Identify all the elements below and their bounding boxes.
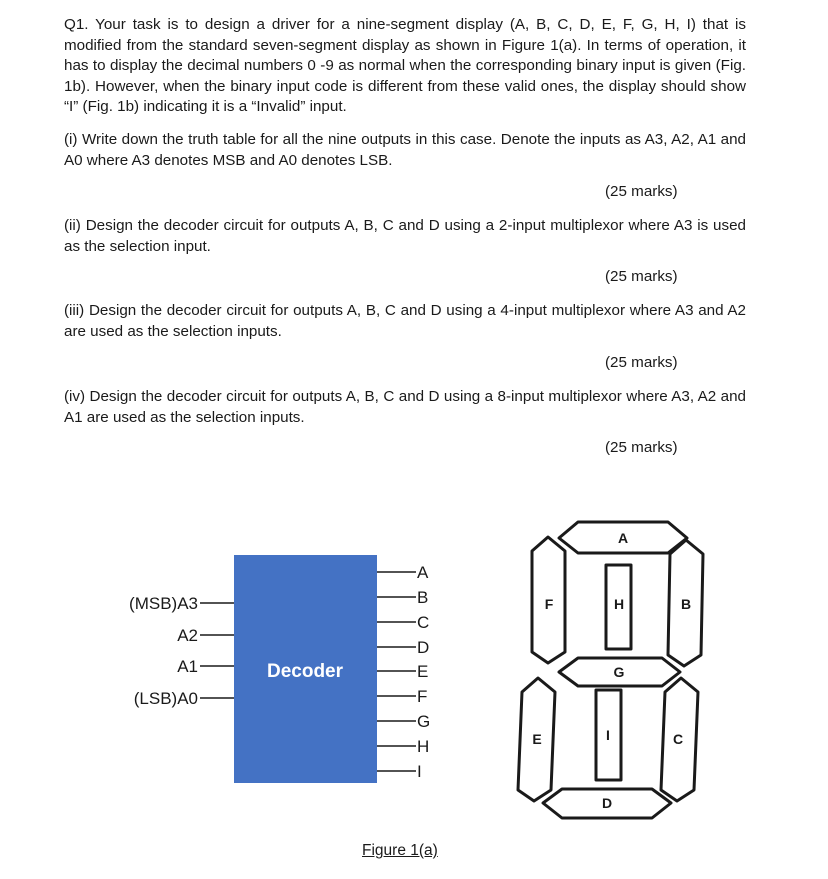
input-label-a3: (MSB)A3 <box>129 594 198 613</box>
segment-label-i: I <box>606 727 610 743</box>
segment-label-h: H <box>613 596 625 612</box>
output-label-g: G <box>417 712 431 731</box>
decoder-label: Decoder <box>266 661 344 682</box>
part-i-marks: (25 marks) <box>605 183 678 200</box>
question-intro: Q1. Your task is to design a driver for a nine-segment display (A, B, C, D, E, F, G, H, I) that is modified from the standard seven-segment display as shown in Figure 1(a). In terms of operation, it has to display the decimal numbers 0 -9 as normal when the corresponding binary input is given (Fig. 1b). However, when the binary input code is different from these valid ones, the display should show “I” (Fig. 1b) indicating it is a “Invalid” input. <box>64 16 746 115</box>
segment-label-f: F <box>544 596 554 612</box>
decoder-outputs <box>377 563 430 781</box>
output-label-a: A <box>417 563 429 582</box>
output-label-c: C <box>417 613 430 632</box>
decoder-inputs <box>129 594 234 708</box>
part-ii-text: (ii) Design the decoder circuit for outputs A, B, C and D using a 2-input multiplexor where A3 is used as the selection input. <box>64 217 746 255</box>
nine-segment-display <box>518 522 703 818</box>
figure-caption: Figure 1(a) <box>362 842 438 859</box>
output-label-d: D <box>417 638 430 657</box>
output-label-i: I <box>417 762 422 781</box>
output-label-h: H <box>417 737 430 756</box>
output-label-e: E <box>417 662 429 681</box>
output-label-f: F <box>417 687 428 706</box>
part-iii-text: (iii) Design the decoder circuit for outputs A, B, C and D using a 4-input multiplexor where A3 and A2 are used as the selection inputs. <box>64 302 746 340</box>
segment-label-b: B <box>680 596 692 612</box>
part-iii-marks: (25 marks) <box>605 354 678 371</box>
part-iv-text: (iv) Design the decoder circuit for outputs A, B, C and D using a 8-input multiplexor where A3, A2 and A1 are used as the selection inputs. <box>64 388 746 426</box>
part-ii-marks: (25 marks) <box>605 268 678 285</box>
output-label-b: B <box>417 588 429 607</box>
segment-label-e: E <box>532 731 542 747</box>
segment-label-a: A <box>617 530 629 546</box>
input-label-a1: A1 <box>177 657 198 676</box>
segment-label-c: C <box>672 731 684 747</box>
input-label-a0: (LSB)A0 <box>133 689 198 708</box>
segment-label-d: D <box>601 795 613 811</box>
part-i-text: (i) Write down the truth table for all the nine outputs in this case. Denote the inputs as A3, A2, A1 and A0 where A3 denotes MSB and A0 denotes LSB. <box>64 131 746 169</box>
segment-label-g: G <box>613 664 625 680</box>
input-label-a2: A2 <box>177 626 198 645</box>
part-iv-marks: (25 marks) <box>605 439 678 456</box>
